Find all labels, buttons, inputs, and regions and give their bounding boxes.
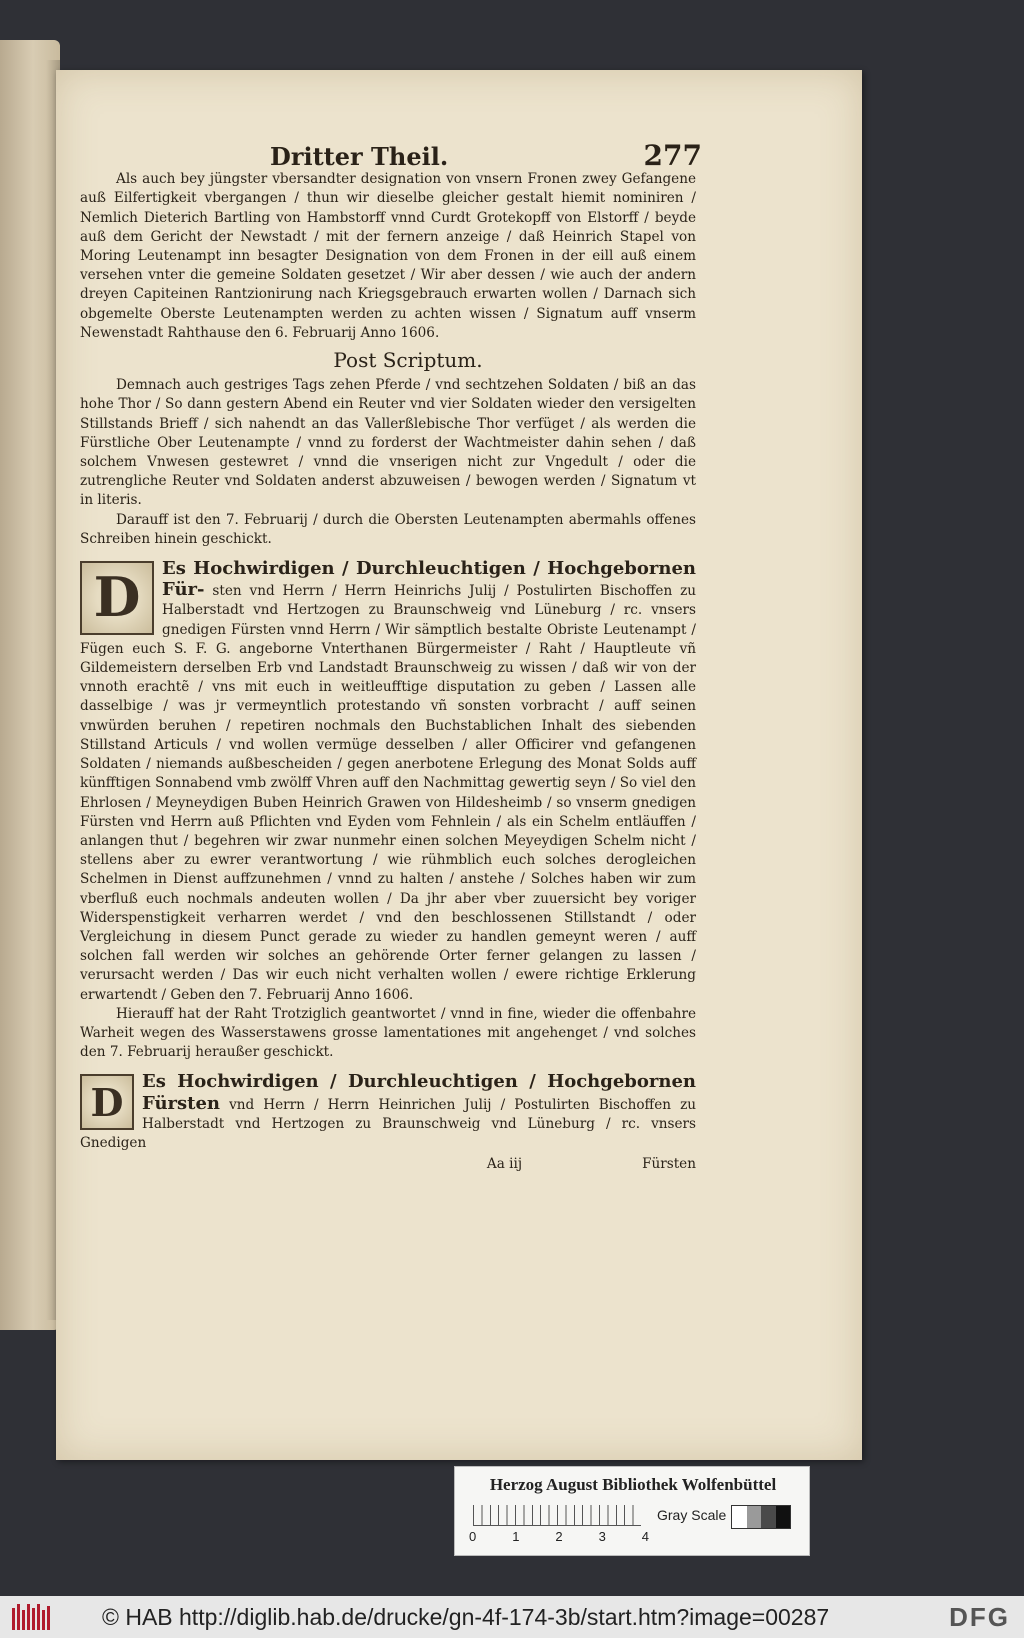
letter-1-text bbox=[80, 559, 696, 1005]
footer-url-text[interactable]: © HAB http://diglib.hab.de/drucke/gn-4f-174-3b/start.htm?image=00287 bbox=[102, 1603, 830, 1630]
paragraph-2: Demnach auch gestriges Tags zehen Pferde / vnd sechtzehen Soldaten / biß an das hohe Thor / So dann gestern Abend ein Reuter vnd vier Soldaten wieder den versigelten Stillstands Brieff / sich nahendt an das Vallerßlebische Thor verfüget / als werden die Fürstliche Ober Leutenampte / vnnd zu forderst der Wachtmeister dahin sehen / daß solchem Vnwesen gestewret / vnnd die vnserigen nicht zur Vngedult / oder die zutrengliche Reuter vnd Soldaten anderst abzuweisen / bewogen werden / Signatum vt in literis. bbox=[80, 377, 696, 509]
scale-ruler bbox=[473, 1505, 641, 1526]
gray-scale-swatches bbox=[731, 1505, 791, 1529]
letter-2 bbox=[80, 1072, 696, 1153]
scale-number: 1 bbox=[512, 1529, 520, 1544]
letter-2-body: vnd Herrn / Herrn Heinrichen Julij / Postulirten Bischoffen zu Halberstadt vnd Hertzogen zu Braunschweig vnd Lüneburg / rc. vnsers Gnedigen bbox=[80, 1096, 696, 1151]
scanned-page bbox=[56, 70, 862, 1460]
letter-2-text bbox=[80, 1072, 696, 1153]
gray-swatch bbox=[732, 1506, 747, 1528]
scale-number: 0 bbox=[469, 1529, 477, 1544]
decorated-initial-d-icon: D bbox=[80, 1074, 134, 1130]
paragraph-4: Hierauff hat der Raht Trotziglich geantwortet / vnnd in fine, wieder die offenbahre Warheit wegen des Wasserstawens grosse lamentationes mit angehenget / vnd solches den 7. Februarij heraußer geschickt. bbox=[80, 1005, 696, 1061]
scale-number: 4 bbox=[641, 1529, 649, 1544]
catchword: Fürsten bbox=[642, 1156, 696, 1173]
signature-line bbox=[80, 1155, 696, 1174]
color-bar-title: Herzog August Bibliothek Wolfenbüttel bbox=[489, 1475, 777, 1494]
footer-bar bbox=[0, 1596, 1024, 1638]
color-calibration-bar bbox=[454, 1466, 810, 1556]
dfg-logo: DFG bbox=[949, 1602, 1010, 1632]
gray-swatch bbox=[747, 1506, 762, 1528]
page-text-block bbox=[80, 139, 702, 1174]
letter-1-body: sten vnd Herrn / Herrn Heinrichs Julij / Postulirten Bischoffen zu Halberstadt vnd Hertzogen zu Braunschweig vnd Lüneburg / rc. vnsers gnedigen Fürsten vnnd Herrn / Wir sämptlich bestalte Obriste Leutenampt / Fügen euch S. F. G. angeborne Vnterthanen Bürgermeister / Raht / Hauptleute vñ Gildemeistern derselben Erb vnd Landstadt Braunschweig zu wissen / daß wir von der vnnoth erachtẽ / vns mit euch in weitleufftige disputation zu geben / Lassen alle dasselbige / was jr vermeyntlich protestando vñ sonsten vorbracht / auff seinen vnwürden beruhen / repetiren nochmals den Buchstablichen Inhalt des siebenden Stillstand Articuls / vnd wollen vermüge desselben / aller Officirer vnd gefangenen Soldaten / niemands außbescheiden / gegen anerbotene Erlegung des Monat Solds auff künfftigen Sonnabend vmb zwölff Vhren auff den Nachmittag gewertig seyn / So viel den Ehrlosen / Meyneydigen Buben Heinrich Grawen von Hildesheimb / so vnserm gnedigen Fürsten vnd Herrn auß Pflichten vnd Eyden vom Fehnlein / als ein Schelm entläuffen / anlangen thut / begehren wir zwar nunmehr einen solchen Meyeydigen Schelm nicht / stellens aber zu ewrer verantwortung / wie rühmblich euch solches derogleichen Schelmen in Dienst auffzunehmen / vnnd zu halten / anstehe / Solches haben wir zum vberfluß euch nochmals andeuten wollen / Da jhr aber vber zuuersicht bey voriger Widerspenstigkeit verharren werdet / vnd den beschlossenen Stillstandt / oder Vergleichung in diesem Punct gerade zu wieder zu handlen gemeynt weren / auff solchen fall werden wir solches an gehörende Orter ferner gelangen zu lassen / verursacht werden / Das wir euch nicht verhalten wollen / ewere richtige Erklerung erwartendt / Geben den 7. Februarij Anno 1606. bbox=[80, 583, 696, 1003]
gray-swatch bbox=[761, 1506, 776, 1528]
page-number: 277 bbox=[643, 139, 702, 172]
scale-numbers bbox=[469, 1529, 649, 1544]
signature-mark: Aa iij bbox=[486, 1156, 523, 1173]
letter-2-lead: Es Hochwirdigen / Durchleuchtigen / Hochgebornen Fürsten bbox=[142, 1071, 696, 1114]
decorated-initial-d-icon: D bbox=[80, 561, 154, 635]
letter-1 bbox=[80, 559, 696, 1005]
scale-number: 2 bbox=[555, 1529, 563, 1544]
gray-swatch bbox=[776, 1506, 791, 1528]
gray-scale-label: Gray Scale bbox=[657, 1507, 727, 1523]
hab-logo-icon bbox=[12, 1604, 62, 1630]
running-head bbox=[80, 139, 702, 172]
paragraph-1: Als auch bey jüngster vbersandter designation von vnsern Fronen zwey Gefangene auß Eilfertigkeit vbergangen / thun wir dieselbe gleicher gestalt hiemit nominiren / Nemlich Dieterich Bartling von Hambstorff vnnd Curdt Grotekopff von Elstorff / beyde auß dem Gericht der Newstadt / mit der fernern anzeige / daß Heinrich Stapel von Moring Leutenampt inn besagter Designation von dem Fronen in der eill auß einem versehen vnter die gemeine Soldaten gesetzet / Wir aber dessen / wie auch der andern dreyen Capiteinen Rantzionirung nach Kriegsgebrauch erwarten wollen / Darnach sich obgemelte Oberste Leutenampten werden zu achten wissen / Signatum auff vnserm Newenstadt Rahthause den 6. Februarij Anno 1606. bbox=[80, 171, 696, 341]
paragraph-3: Darauff ist den 7. Februarij / durch die Obersten Leutenampten abermahls offenes Schreiben hinein geschickt. bbox=[80, 511, 696, 547]
running-title: Dritter Theil. bbox=[270, 142, 449, 171]
postscript-heading: Post Scriptum. bbox=[333, 348, 483, 373]
scale-number: 3 bbox=[598, 1529, 606, 1544]
letter-1-lead: Es Hochwirdigen / Durchleuchtigen / Hochgebornen Für- bbox=[162, 558, 696, 601]
